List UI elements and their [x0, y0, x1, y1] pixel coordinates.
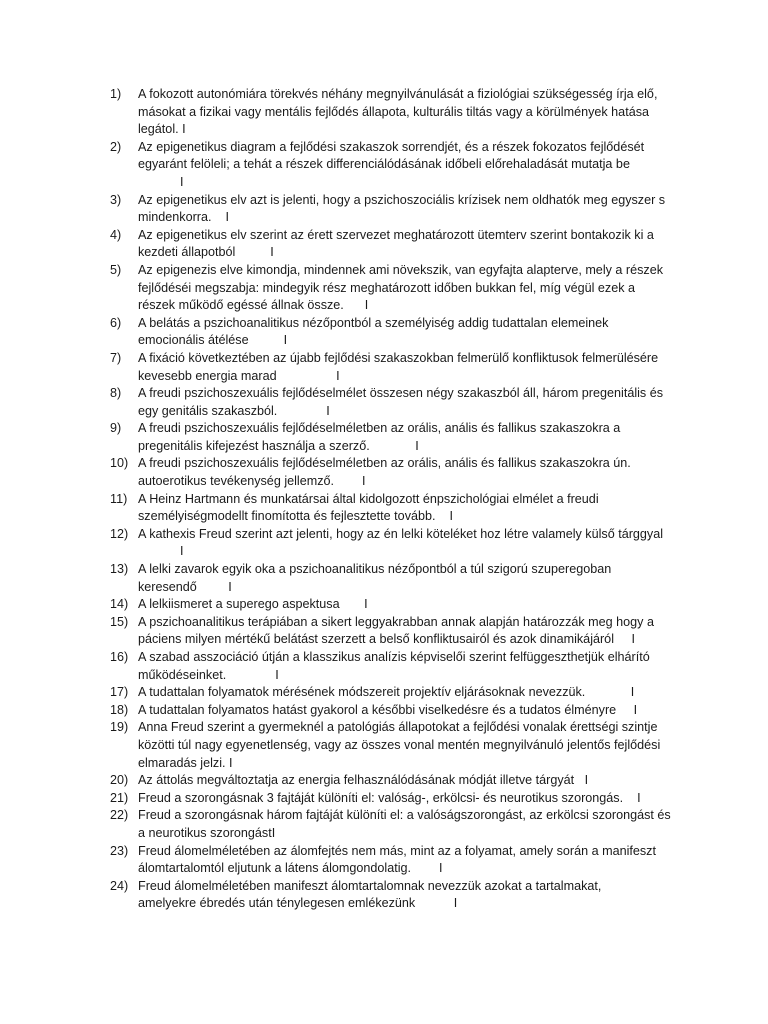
- item-text-line: A lelkiismeret a superego aspektusa I: [138, 597, 368, 612]
- item-text-line: Freud álomelméletében manifeszt álomtartalomnak nevezzük azokat a tartalmakat,: [138, 878, 602, 893]
- item-text-line: Az epigenetikus elv szerint az érett szervezet meghatározott ütemterv szerint bontakozik ki a: [138, 227, 654, 242]
- list-item: [110, 843, 680, 878]
- item-text-line: legátol. I: [138, 122, 186, 137]
- list-item: [110, 139, 680, 192]
- list-item: [110, 649, 680, 684]
- item-text: [138, 315, 680, 350]
- item-text-line: A lelki zavarok egyik oka a pszichoanalitikus nézőpontból a túl szigorú szuperegoban: [138, 562, 612, 577]
- item-text-line: páciens milyen mértékű belátást szerzett a belső konfliktusairól és azok dinamikájáról I: [138, 632, 635, 647]
- item-text: [138, 491, 680, 526]
- item-number: 21): [110, 790, 129, 805]
- item-number: 23): [110, 843, 129, 858]
- item-number: 9): [110, 421, 122, 436]
- item-text-line: Anna Freud szerint a gyermeknél a patológiás állapotokat a fejlődési vonalak érettségi szintje: [138, 720, 658, 735]
- item-number: 20): [110, 773, 129, 788]
- item-text: [138, 385, 680, 420]
- item-number: 7): [110, 350, 122, 365]
- item-number: 15): [110, 614, 129, 629]
- list-item: [110, 684, 680, 702]
- list-item: [110, 807, 680, 842]
- item-text-line: Az epigenetikus elv azt is jelenti, hogy a pszichoszociális krízisek nem oldhatók meg egyszer s: [138, 192, 666, 207]
- list-item: [110, 262, 680, 315]
- item-text: [138, 561, 680, 596]
- item-text-line: közötti túl nagy egyenetlenség, vagy az összes vonal mentén megnyilvánuló jelentős fejlődési: [138, 737, 661, 752]
- item-text-line: Az áttolás megváltoztatja az energia felhasználódásának módját illetve tárgyát I: [138, 773, 589, 788]
- item-text-line: I: [138, 174, 184, 189]
- item-text: [138, 649, 680, 684]
- list-item: [110, 702, 680, 720]
- item-number: 11): [110, 491, 128, 506]
- item-text: [138, 614, 680, 649]
- item-text-line: A freudi pszichoszexuális fejlődéselméletben az orális, anális és fallikus szakaszokra ún.: [138, 456, 631, 471]
- item-text-line: mindenkorra. I: [138, 210, 229, 225]
- item-text-line: fejlődéséi megszabja: mindegyik rész meghatározott időben bukkan fel, míg végül ezek a: [138, 280, 636, 295]
- item-text-line: A freudi pszichoszexuális fejlődéselméletben az orális, anális és fallikus szakaszokra a: [138, 421, 621, 436]
- item-number: 13): [110, 562, 129, 577]
- statement-list: [110, 86, 680, 913]
- list-item: [110, 561, 680, 596]
- item-text: [138, 878, 680, 913]
- item-text-line: A pszichoanalitikus terápiában a sikert leggyakrabban annak alapján határozzák meg hogy a: [138, 614, 654, 629]
- item-text-line: kevesebb energia marad I: [138, 368, 340, 383]
- item-number: 2): [110, 139, 122, 154]
- item-text: [138, 350, 680, 385]
- list-item: [110, 719, 680, 772]
- item-number: 19): [110, 720, 129, 735]
- list-item: [110, 614, 680, 649]
- list-item: [110, 491, 680, 526]
- item-text-line: részek működő egéssé állnak össze. I: [138, 298, 369, 313]
- item-text-line: Freud a szorongásnak három fajtáját különíti el: a valóságszorongást, az erkölcsi szorongást és: [138, 808, 671, 823]
- item-number: 18): [110, 702, 129, 717]
- item-text: [138, 596, 680, 614]
- item-text-line: I: [138, 544, 184, 559]
- item-text-line: a neurotikus szorongástI: [138, 825, 276, 840]
- item-text-line: emocionális átélése I: [138, 333, 288, 348]
- item-text: [138, 772, 680, 790]
- item-text-line: álomtartalomtól eljutunk a látens álomgondolatig. I: [138, 861, 443, 876]
- item-text: [138, 807, 680, 842]
- item-number: 8): [110, 386, 122, 401]
- item-number: 5): [110, 262, 122, 277]
- list-item: [110, 86, 680, 139]
- item-text-line: A fokozott autonómiára törekvés néhány megnyilvánulását a fiziológiai szükségesség írja elő,: [138, 87, 658, 101]
- item-text: [138, 227, 680, 262]
- list-item: [110, 596, 680, 614]
- item-text-line: autoerotikus tevékenység jellemző. I: [138, 474, 366, 489]
- item-text-line: elmaradás jelzi. I: [138, 755, 233, 770]
- item-text-line: másokat a fizikai vagy mentális fejlődés állapota, kulturális tiltás vagy a körülmények hatása: [138, 104, 649, 119]
- item-text: [138, 790, 680, 808]
- item-text-line: A szabad asszociáció útján a klasszikus analízis képviselői szerint felfüggeszthetjük elhárító: [138, 650, 650, 664]
- item-text-line: Freud a szorongásnak 3 fajtáját különíti el: valóság-, erkölcsi- és neurotikus szorongás. I: [138, 790, 641, 805]
- item-text: [138, 684, 680, 702]
- item-number: 6): [110, 315, 122, 330]
- item-number: 12): [110, 526, 129, 541]
- item-number: 1): [110, 87, 122, 101]
- list-item: [110, 526, 680, 561]
- list-item: [110, 192, 680, 227]
- item-number: 10): [110, 456, 129, 471]
- item-text-line: amelyekre ébredés után ténylegesen emlékezünk I: [138, 896, 458, 911]
- item-text: [138, 192, 680, 227]
- item-text-line: egy genitális szakaszból. I: [138, 403, 330, 418]
- list-item: [110, 772, 680, 790]
- item-number: 3): [110, 192, 122, 207]
- item-text-line: egyaránt felöleli; a tehát a részek differenciálódásának időbeli előrehaladását mutatja be: [138, 157, 630, 172]
- item-number: 22): [110, 808, 129, 823]
- item-number: 24): [110, 878, 129, 893]
- item-text-line: A Heinz Hartmann és munkatársai által kidolgozott énpszichológiai elmélet a freudi: [138, 491, 599, 506]
- list-item: [110, 385, 680, 420]
- item-text: [138, 719, 680, 772]
- item-text-line: A tudattalan folyamatok mérésének módszereit projektív eljárásoknak nevezzük. I: [138, 685, 635, 700]
- item-number: 14): [110, 597, 129, 612]
- item-text: [138, 86, 680, 139]
- list-item: [110, 227, 680, 262]
- list-item: [110, 350, 680, 385]
- item-text-line: kezdeti állapotból I: [138, 245, 274, 260]
- list-item: [110, 790, 680, 808]
- item-text: [138, 702, 680, 720]
- item-text-line: A kathexis Freud szerint azt jelenti, hogy az én lelki köteléket hoz létre valamely külső tárggyal: [138, 526, 664, 541]
- list-item: [110, 315, 680, 350]
- item-text-line: A freudi pszichoszexuális fejlődéselmélet összesen négy szakaszból áll, három pregenitális és: [138, 386, 664, 401]
- item-number: 4): [110, 227, 122, 242]
- item-text: [138, 455, 680, 490]
- item-text-line: keresendő I: [138, 579, 232, 594]
- item-text: [138, 843, 680, 878]
- item-text: [138, 526, 680, 561]
- item-text-line: pregenitális kifejezést használja a szerző. I: [138, 438, 419, 453]
- list-item: [110, 455, 680, 490]
- item-text-line: működéseinket. I: [138, 667, 279, 682]
- item-text: [138, 139, 680, 192]
- item-number: 16): [110, 650, 129, 664]
- item-text: [138, 420, 680, 455]
- item-text-line: Az epigenetikus diagram a fejlődési szakaszok sorrendjét, és a részek fokozatos fejlődését: [138, 139, 645, 154]
- list-item: [110, 420, 680, 455]
- item-text-line: A fixáció következtében az újabb fejlődési szakaszokban felmerülő konfliktusok felmerülésére: [138, 350, 659, 365]
- item-text-line: A belátás a pszichoanalitikus nézőpontból a személyiség addig tudattalan elemeinek: [138, 315, 609, 330]
- item-text-line: A tudattalan folyamatos hatást gyakorol a későbbi viselkedésre és a tudatos élményre I: [138, 702, 638, 717]
- item-text: [138, 262, 680, 315]
- item-text-line: személyiségmodellt finomította és fejlesztette tovább. I: [138, 509, 453, 524]
- item-text-line: Freud álomelméletében az álomfejtés nem más, mint az a folyamat, amely során a manifeszt: [138, 843, 656, 858]
- list-item: [110, 878, 680, 913]
- item-text-line: Az epigenezis elve kimondja, mindennek ami növekszik, van egyfajta alapterve, mely a részek: [138, 262, 664, 277]
- item-number: 17): [110, 685, 129, 700]
